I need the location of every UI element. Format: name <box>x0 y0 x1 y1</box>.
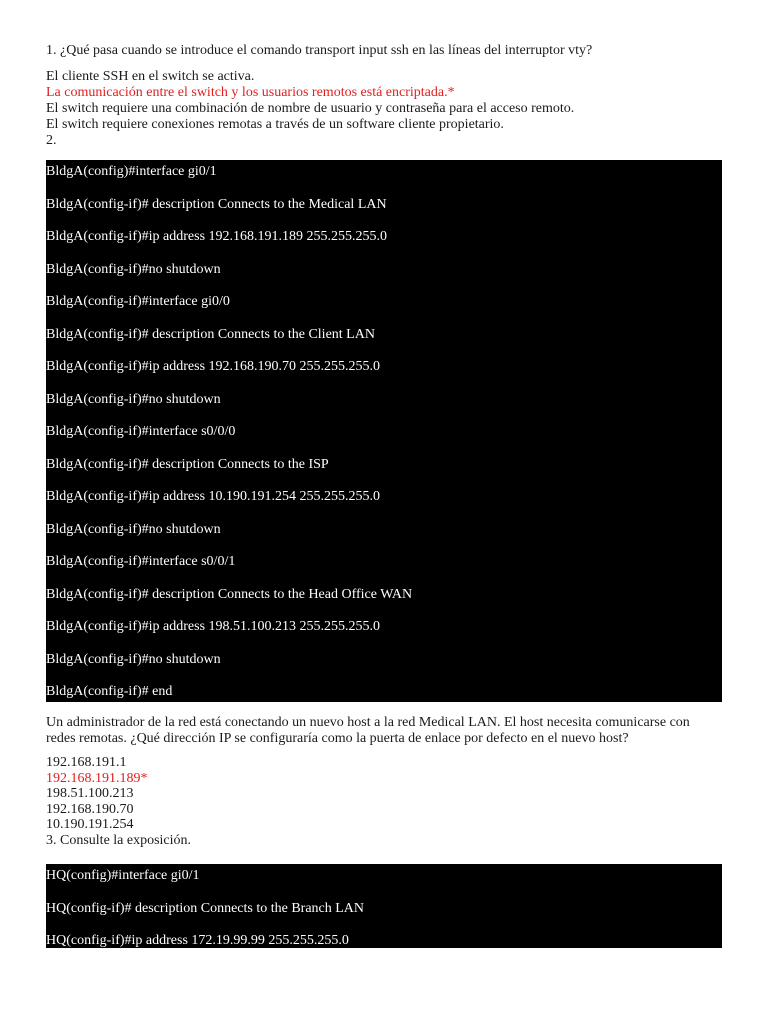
option-1c: El switch requiere una combinación de nombre de usuario y contraseña para el acceso remoto. <box>46 101 575 116</box>
terminal-line: BldgA(config-if)#interface s0/0/0 <box>46 424 236 439</box>
option-2b-correct: 192.168.191.189* <box>46 770 148 786</box>
question-3-intro: 3. Consulte la exposición. <box>46 832 192 848</box>
terminal-line: BldgA(config-if)# description Connects to the ISP <box>46 457 329 472</box>
option-1a: El cliente SSH en el switch se activa. <box>46 69 255 84</box>
terminal-line: BldgA(config-if)#no shutdown <box>46 262 221 277</box>
terminal-line: BldgA(config-if)#no shutdown <box>46 522 221 537</box>
terminal-exhibit-2 <box>46 864 722 948</box>
terminal-line: BldgA(config-if)#no shutdown <box>46 652 221 667</box>
question-2-options <box>46 755 736 848</box>
question-2-number: 2. <box>46 133 57 148</box>
terminal-line: BldgA(config-if)# description Connects to the Medical LAN <box>46 197 387 212</box>
terminal-line: BldgA(config-if)# end <box>46 684 173 699</box>
question-1-title: 1. ¿Qué pasa cuando se introduce el comando transport input ssh en las líneas del interruptor vty? <box>46 43 593 58</box>
terminal-line: HQ(config-if)# description Connects to the Branch LAN <box>46 901 365 916</box>
question-1-options <box>46 69 736 149</box>
question-2-text-line-2: redes remotas. ¿Qué dirección IP se configuraría como la puerta de enlace por defecto en el nuevo host? <box>46 731 629 746</box>
option-1d: El switch requiere conexiones remotas a través de un software cliente propietario. <box>46 117 504 132</box>
terminal-line: BldgA(config-if)#ip address 10.190.191.254 255.255.255.0 <box>46 489 381 504</box>
terminal-line: BldgA(config-if)#ip address 192.168.191.189 255.255.255.0 <box>46 229 388 244</box>
terminal-exhibit-1 <box>46 160 722 702</box>
terminal-line: BldgA(config-if)#ip address 198.51.100.213 255.255.255.0 <box>46 619 381 634</box>
option-2d: 192.168.190.70 <box>46 801 134 817</box>
terminal-line: BldgA(config-if)# description Connects to the Client LAN <box>46 327 375 342</box>
terminal-line: BldgA(config-if)#no shutdown <box>46 392 221 407</box>
terminal-line: BldgA(config)#interface gi0/1 <box>46 164 217 179</box>
terminal-line: BldgA(config-if)#ip address 192.168.190.70 255.255.255.0 <box>46 359 381 374</box>
option-2c: 198.51.100.213 <box>46 786 134 801</box>
terminal-line: BldgA(config-if)#interface s0/0/1 <box>46 554 236 569</box>
question-2-text-line-1: Un administrador de la red está conectando un nuevo host a la red Medical LAN. El host necesita comunicarse con <box>46 715 690 730</box>
terminal-line: BldgA(config-if)#interface gi0/0 <box>46 294 230 309</box>
option-2a: 192.168.191.1 <box>46 755 127 770</box>
option-2e: 10.190.191.254 <box>46 817 134 832</box>
terminal-line: HQ(config-if)#ip address 172.19.99.99 255.255.255.0 <box>46 933 349 948</box>
question-2-text <box>46 715 726 747</box>
option-1b-correct: La comunicación entre el switch y los usuarios remotos está encriptada.* <box>46 85 455 100</box>
terminal-line: BldgA(config-if)# description Connects to the Head Office WAN <box>46 587 413 602</box>
terminal-line: HQ(config)#interface gi0/1 <box>46 868 200 883</box>
